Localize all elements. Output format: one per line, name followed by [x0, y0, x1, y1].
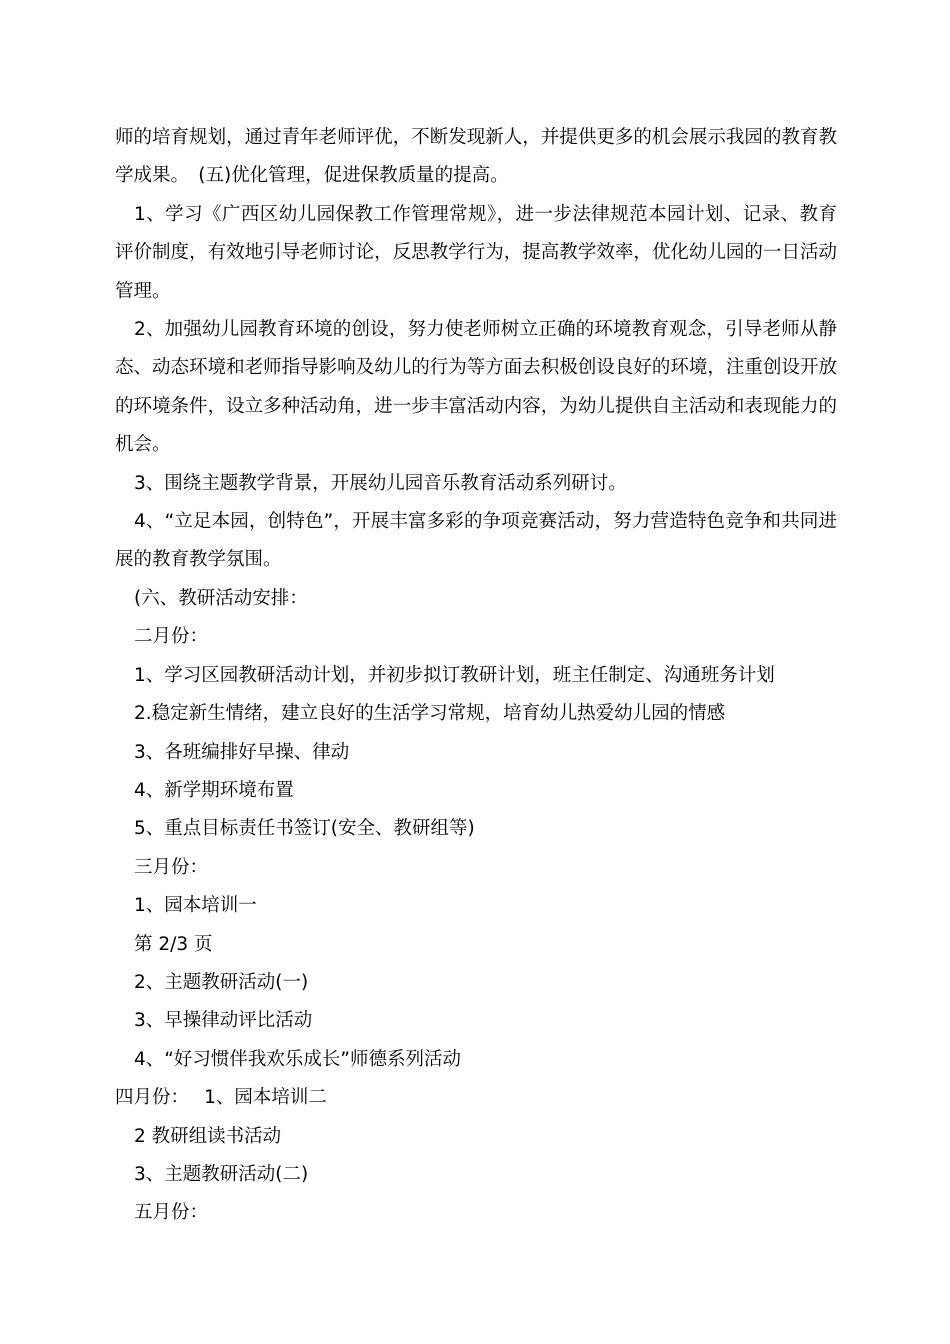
paragraph: 1、学习《广西区幼儿园保教工作管理常规》，进一步法律规范本园计划、记录、教育评价制度，有效地引导老师讨论，反思教学行为，提高教学效率，优化幼儿园的一日活动管理。 — [115, 203, 837, 302]
paragraph: 3、早操律动评比活动 — [134, 1010, 313, 1032]
paragraph: 1、学习区园教研活动计划，并初步拟订教研计划，班主任制定、沟通班务计划 — [134, 664, 775, 686]
paragraph: 五月份： — [134, 1202, 209, 1224]
paragraph: 四月份： 1、园本培训二 — [115, 1087, 327, 1109]
document-body — [115, 119, 837, 1233]
paragraph: 2、加强幼儿园教育环境的创设，努力使老师树立正确的环境教育观念，引导老师从静态、动态环境和老师指导影响及幼儿的行为等方面去积极创设良好的环境，注重创设开放的环境条件，设立多种活动角，进一步丰富活动内容，为幼儿提供自主活动和表现能力的机会。 — [115, 319, 837, 456]
paragraph: 3、围绕主题教学背景，开展幼儿园音乐教育活动系列研讨。 — [134, 472, 627, 494]
paragraph: 2、主题教研活动(一) — [134, 971, 309, 993]
paragraph: 二月份： — [134, 626, 209, 648]
paragraph: 师的培育规划，通过青年老师评优，不断发现新人，并提供更多的机会展示我园的教育教学成果。 (五)优化管理，促进保教质量的提高。 — [115, 127, 837, 187]
paragraph: 4、“好习惯伴我欢乐成长”师德系列活动 — [134, 1048, 461, 1070]
paragraph: 2.稳定新生情绪，建立良好的生活学习常规，培育幼儿热爱幼儿园的情感 — [134, 703, 726, 725]
paragraph: (六、教研活动安排： — [134, 587, 308, 609]
paragraph: 5、重点目标责任书签订(安全、教研组等) — [134, 818, 475, 840]
paragraph: 4、新学期环境布置 — [134, 779, 294, 801]
paragraph: 第 2/3 页 — [134, 933, 213, 955]
paragraph: 4、“立足本园，创特色”，开展丰富多彩的争项竞赛活动，努力营造特色竞争和共同进展的教育教学氛围。 — [115, 511, 837, 571]
paragraph: 3、主题教研活动(二) — [134, 1163, 309, 1185]
paragraph: 2 教研组读书活动 — [134, 1125, 282, 1147]
paragraph: 1、园本培训一 — [134, 895, 257, 917]
paragraph: 3、各班编排好早操、律动 — [134, 741, 350, 763]
paragraph: 三月份： — [134, 856, 209, 878]
